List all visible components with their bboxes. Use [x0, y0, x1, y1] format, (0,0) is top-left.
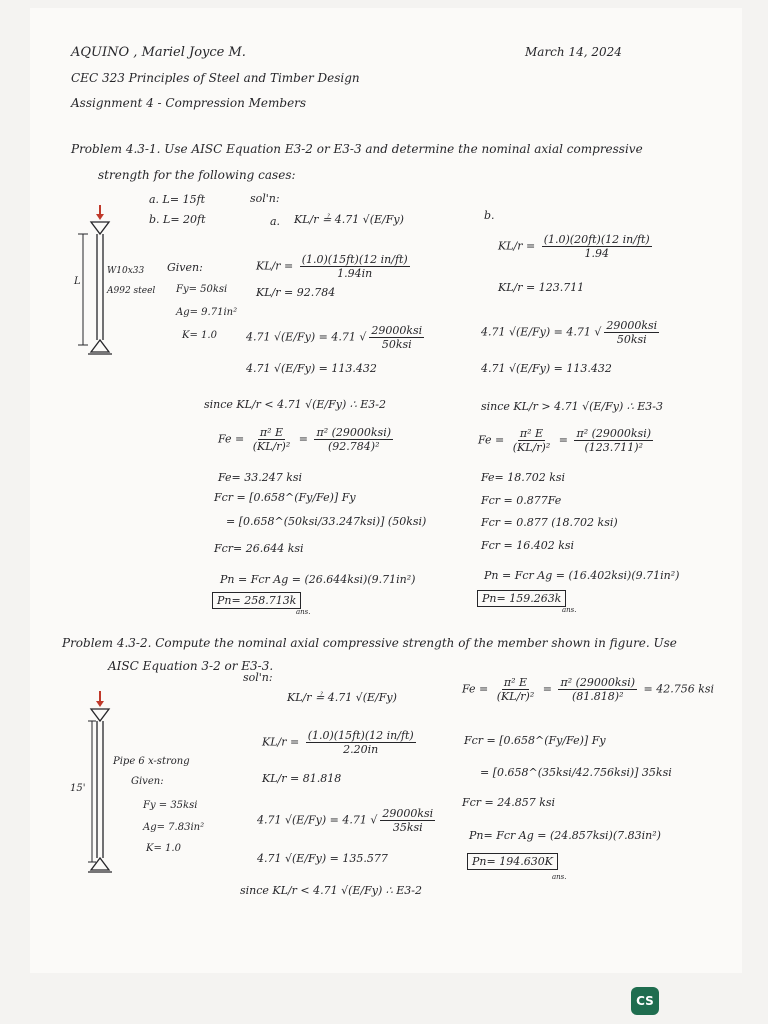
problem-2-statement: Problem 4.3-2. Compute the nominal axial compressive strength of the member shown in figure. Use	[62, 636, 677, 650]
part-a-fe-eq: Fe = $\frac{\text{π² E}}{\text{(KL/r)²}}$ = $\frac{\text{π² (29000ksi)}}{\text{(92.784)²}}$	[218, 426, 392, 453]
p2-answer-box: Pn= 194.630K	[467, 853, 558, 870]
p2-fe-den1: (KL/r)²	[496, 690, 535, 703]
p2-fe-den2: (81.818)²	[572, 690, 624, 703]
p2-fe-eq: Fe = $\frac{\text{π² E}}{\text{(KL/r)²}}$ = $\frac{\text{π² (29000ksi)}}{\text{(81.818)²}}$ = 42.756 ksi	[462, 676, 715, 703]
given-ag-1: Ag= 9.71in²	[176, 307, 238, 318]
solution-label-1: sol'n:	[250, 192, 280, 205]
column-length-label-1: L	[74, 276, 81, 287]
part-b-answer-box: Pn= 159.263k	[477, 590, 566, 607]
part-a-answer-box: Pn= 258.713k	[212, 592, 301, 609]
part-b-fcr-sub: Fcr = 0.877 (18.702 ksi)	[481, 516, 618, 529]
section-label-1: W10x33	[107, 266, 145, 276]
given-label-2: Given:	[131, 776, 164, 787]
p2-since: since KL/r < 4.71 √(E/Fy) ∴ E3-2	[240, 884, 423, 897]
assignment-title: Assignment 4 - Compression Members	[71, 96, 307, 110]
p2-kl-den: 2.20in	[343, 743, 379, 756]
part-a-fcr-sub: = [0.658^(50ksi/33.247ksi)] (50ksi)	[226, 515, 427, 528]
column-length-label-2: 15'	[70, 783, 86, 794]
part-a-kl-num: (1.0)(15ft)(12 in/ft)	[301, 253, 408, 266]
part-b-fe-num1: π² E	[519, 427, 544, 440]
given-k-2: K= 1.0	[146, 843, 181, 854]
part-a-check: KL/r ≟ 4.71 √(E/Fy)	[294, 213, 404, 226]
part-a-fe-value: Fe= 33.247 ksi	[218, 471, 303, 484]
part-b-limit-value: 4.71 √(E/Fy) = 113.432	[481, 362, 612, 375]
part-b-kl-num: (1.0)(20ft)(12 in/ft)	[543, 233, 650, 246]
part-a-kl-eq: KL/r = $\frac{(1.0)(15ft)(12 in/ft)}{1.94in}$	[256, 253, 408, 280]
given-fy-2: Fy = 35ksi	[143, 800, 198, 811]
given-k-1: K= 1.0	[182, 330, 217, 341]
part-a-limit-value: 4.71 √(E/Fy) = 113.432	[246, 362, 377, 375]
problem-1-statement-cont: strength for the following cases:	[98, 168, 296, 182]
given-label-1: Given:	[167, 261, 203, 274]
part-b-limit-eq: 4.71 √(E/Fy) = 4.71 √ $\frac{\text{29000ksi}}{\text{50ksi}}$	[481, 319, 658, 346]
p2-fcr-sub: = [0.658^(35ksi/42.756ksi)] 35ksi	[480, 766, 672, 779]
p2-kl-eq: KL/r = $\frac{(1.0)(15ft)(12 in/ft)}{2.20in}$	[262, 729, 414, 756]
part-b-pn-eq: Pn = Fcr Ag = (16.402ksi)(9.71in²)	[484, 569, 680, 582]
p2-fe-num1: π² E	[503, 676, 528, 689]
p2-limit-value: 4.71 √(E/Fy) = 135.577	[257, 852, 388, 865]
part-a-pn-eq: Pn = Fcr Ag = (26.644ksi)(9.71in²)	[220, 573, 416, 586]
p2-fcr-value: Fcr = 24.857 ksi	[462, 796, 556, 809]
problem-1-statement: Problem 4.3-1. Use AISC Equation E3-2 or E3-3 and determine the nominal axial compressive	[71, 142, 643, 156]
student-name: AQUINO , Mariel Joyce M.	[71, 45, 246, 60]
p2-pn-eq: Pn= Fcr Ag = (24.857ksi)(7.83in²)	[469, 829, 661, 842]
part-a-kl-value: KL/r = 92.784	[256, 286, 336, 299]
part-a-fe-num2: π² (29000ksi)	[316, 426, 392, 439]
case-b: b. L= 20ft	[149, 213, 206, 226]
part-b-fe-den1: (KL/r)²	[512, 441, 551, 454]
p2-check: KL/r ≟ 4.71 √(E/Fy)	[287, 691, 397, 704]
part-b-fe-value: Fe= 18.702 ksi	[481, 471, 566, 484]
part-b-label: b.	[484, 209, 495, 222]
part-a-fcr-eq: Fcr = [0.658^(Fy/Fe)] Fy	[214, 491, 356, 504]
part-b-fe-num2: π² (29000ksi)	[576, 427, 652, 440]
part-b-fe-eq: Fe = $\frac{\text{π² E}}{\text{(KL/r)²}}$ = $\frac{\text{π² (29000ksi)}}{\text{(123.711)²}}$	[478, 427, 652, 454]
course-title: CEC 323 Principles of Steel and Timber Design	[71, 71, 360, 85]
p2-lim-den: 35ksi	[392, 821, 423, 834]
part-a-ans-tag: ans.	[296, 608, 311, 616]
part-a-fcr-value: Fcr= 26.644 ksi	[214, 542, 304, 555]
part-a-fe-num1: π² E	[259, 426, 284, 439]
part-b-kl-eq: KL/r = $\frac{(1.0)(20ft)(12 in/ft)}{1.94}$	[498, 233, 650, 260]
p2-lim-num: 29000ksi	[382, 807, 434, 820]
part-b-fe-den2: (123.711)²	[584, 441, 643, 454]
part-a-since: since KL/r < 4.71 √(E/Fy) ∴ E3-2	[204, 398, 387, 411]
part-a-fe-den1: (KL/r)²	[252, 440, 291, 453]
date: March 14, 2024	[525, 45, 622, 59]
part-b-lim-den: 50ksi	[616, 333, 647, 346]
part-a-lim-den: 50ksi	[381, 338, 412, 351]
steel-grade-label: A992 steel	[107, 286, 156, 296]
p2-kl-num: (1.0)(15ft)(12 in/ft)	[307, 729, 414, 742]
part-a-lim-num: 29000ksi	[371, 324, 423, 337]
part-b-kl-den: 1.94	[584, 247, 609, 260]
p2-ans-tag: ans.	[552, 873, 567, 881]
p2-limit-eq: 4.71 √(E/Fy) = 4.71 √ $\frac{\text{29000ksi}}{\text{35ksi}}$	[257, 807, 434, 834]
part-b-fcr-eq: Fcr = 0.877Fe	[481, 494, 562, 507]
part-a-label: a.	[270, 215, 281, 228]
problem-2-statement-cont: AISC Equation 3-2 or E3-3.	[108, 659, 274, 673]
part-a-limit-eq: 4.71 √(E/Fy) = 4.71 √ $\frac{\text{29000ksi}}{\text{50ksi}}$	[246, 324, 423, 351]
p2-fe-num2: π² (29000ksi)	[560, 676, 636, 689]
p2-fcr-eq: Fcr = [0.658^(Fy/Fe)] Fy	[464, 734, 606, 747]
part-b-since: since KL/r > 4.71 √(E/Fy) ∴ E3-3	[481, 400, 664, 413]
part-b-ans-tag: ans.	[562, 606, 577, 614]
section-label-2: Pipe 6 x-strong	[113, 756, 190, 767]
part-b-fcr-value: Fcr = 16.402 ksi	[481, 539, 575, 552]
given-fy-1: Fy= 50ksi	[176, 284, 228, 295]
p2-fe-result: = 42.756 ksi	[643, 682, 715, 696]
part-b-kl-value: KL/r = 123.711	[498, 281, 585, 294]
p2-kl-value: KL/r = 81.818	[262, 772, 342, 785]
part-a-kl-den: 1.94in	[337, 267, 373, 280]
given-ag-2: Ag= 7.83in²	[143, 822, 205, 833]
part-a-fe-den2: (92.784)²	[328, 440, 380, 453]
solution-label-2: sol'n:	[243, 671, 273, 684]
case-a: a. L= 15ft	[149, 193, 206, 206]
part-b-lim-num: 29000ksi	[606, 319, 658, 332]
camscanner-logo: CS	[631, 987, 659, 1015]
